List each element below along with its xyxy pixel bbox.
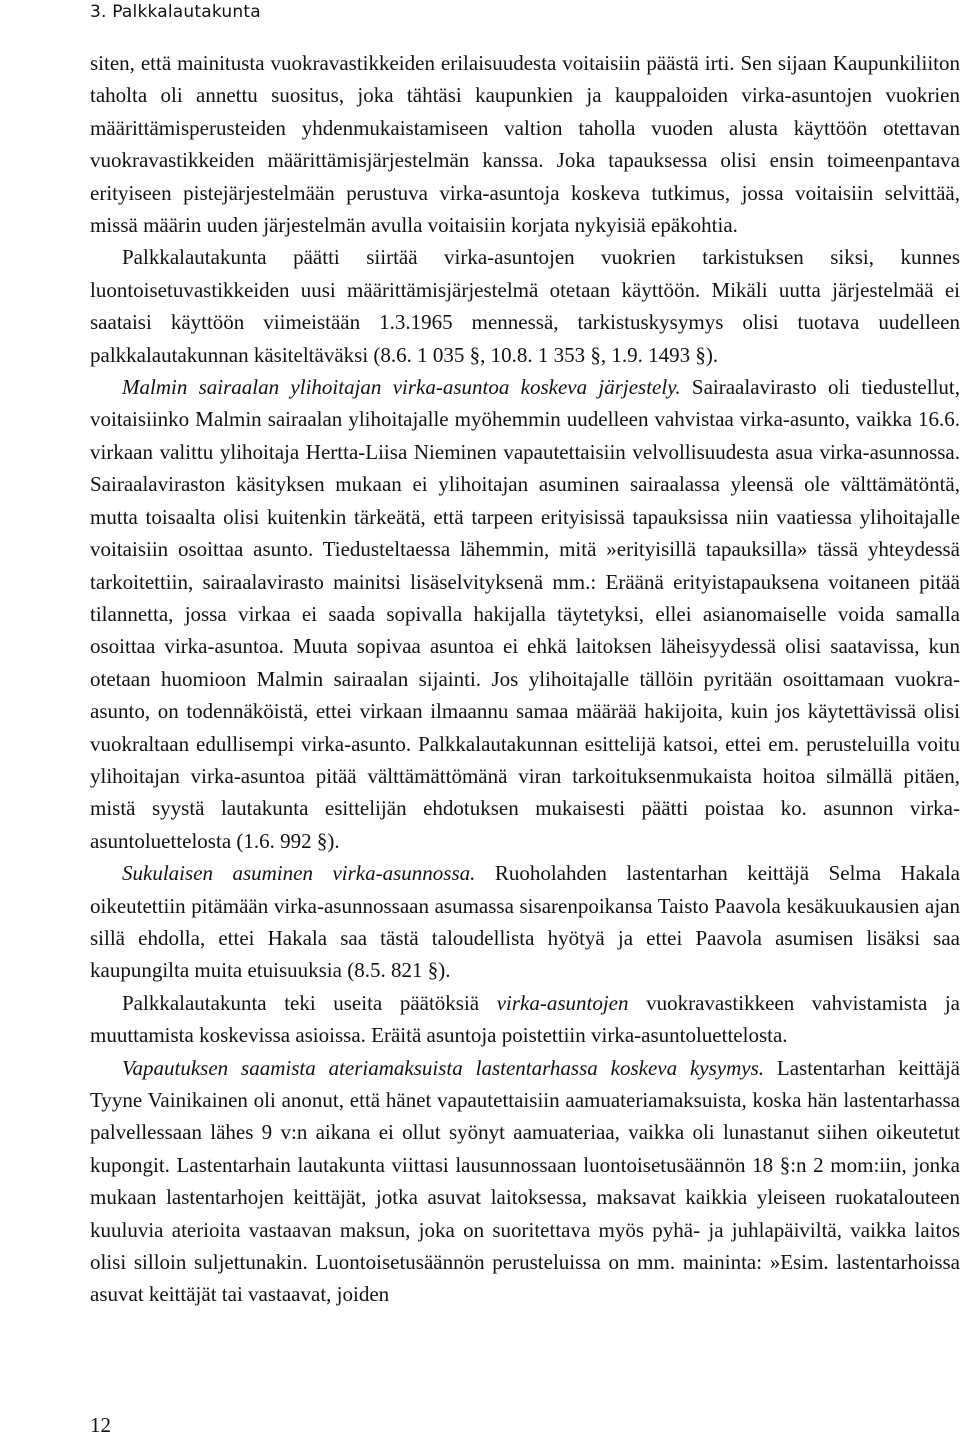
paragraph-2: Palkkalautakunta päätti siirtää virka-asuntojen vuokrien tarkistuksen siksi, kunnes luontoisetuvastikkeiden uusi määrittämisjärjestelmä otetaan käyttöön. Mikäli uutta järjestelmää ei saataisi käyttöön viimeistään 1.3.1965 mennessä, tarkistuskysymys olisi tuotava uudelleen palkkalautakunnan käsiteltäväksi (8.6. 1 035 §, 10.8. 1 353 §, 1.9. 1493 §). [90,245,960,367]
paragraph-6 [90,1052,960,1311]
paragraph-1: siten, että mainitusta vuokravastikkeiden erilaisuudesta voitaisiin päästä irti. Sen sijaan Kaupunkiliiton taholta oli annettu suositus, joka tähtäsi kaupunkien ja kauppaloiden virka-asuntojen vuokrien määrittämisperusteiden yhdenmukaistamiseen valtion taholla vuoden alusta käyttöön otettavan vuokravastikkeiden määrittämisjärjestelmän kanssa. Joka tapauksessa olisi ensin toimeenpantava erityiseen pistejärjestelmään perustuva virka-asuntoja koskeva tutkimus, jossa voitaisiin selvittää, missä määrin uuden järjestelmän avulla voitaisiin korjata nykyisiä epäkohtia. [90,51,960,238]
paragraph-5 [90,987,960,1052]
paragraph-5-post: vuokravastikkeen vahvistamista ja muuttamista koskevissa asioissa. Eräitä asuntoja poistettiin virka-asuntoluettelosta. [90,990,960,1048]
paragraph-4-text: Ruoholahden lastentarhan keittäjä Selma Hakala oikeutettiin pitämään virka-asunnossaan asumassa sisarenpoikansa Taisto Paavola kesäkuukausien ajan sillä ehdolla, ettei Hakala saa tästä taloudellista hyötyä ja ettei Paavola asumisen lisäksi saa kaupungilta muita etuisuuksia (8.5. 821 §). [90,861,960,983]
section-title-vapautuksen: Vapautuksen saamista ateriamaksuista lastentarhassa koskeva kysymys. [122,1055,764,1080]
body-text [90,47,960,1311]
paragraph-5-pre: Palkkalautakunta teki useita päätöksiä [122,990,497,1015]
paragraph-3-text: Sairaalavirasto oli tiedustellut, voitaisiinko Malmin sairaalan ylihoitajalle myöhemmin uudelleen vahvistaa virka-asunto, vaikka 16.6. virkaan valittu ylihoitaja Hertta-Liisa Nieminen vapautettaisiin velvollisuudesta asua virka-asunnossa. Sairaalaviraston käsityksen mukaan ei ylihoitajan asuminen sairaalassa yleensä ole välttämätöntä, mutta toisaalta olisi kuitenkin tärkeätä, että tarpeen erityisissä tapauksissa niin vaatiessa ylihoitajalle voitaisiin osoittaa asunto. Tiedusteltaessa lähemmin, mitä »erityisillä tapauksilla» tässä yhteydessä tarkoitettiin, sairaalavirasto mainitsi lisäselvityksenä mm.: Eräänä erityistapauksena voitaneen pitää tilannetta, jossa virkaa ei saada sopivalla hakijalla täytetyksi, ellei asianomaiselle voida samalla osoittaa virka-asuntoa. Muuta sopivaa asuntoa ei ehkä laitoksen läheisyydessä olisi saatavissa, kun otetaan huomioon Malmin sairaalan sijainti. Jos ylihoitajalle tällöin pyritään osoittamaan vuokra-asunto, on todennäköistä, ettei virkaan ilmaannu samaa määrää hakijoita, kuin jos käytettävissä olisi vuokraltaan edullisempi virka-asunto. Palkkalautakunnan esittelijä katsoi, ettei em. perusteluilla voitu ylihoitajan virka-asuntoa pitää välttämättömänä viran tarkoituksenmukaista hoitoa silmällä pitäen, mistä syystä lautakunta esittelijän ehdotuksen mukaisesti päätti poistaa ko. asunnon virka-asuntoluettelosta (1.6. 992 §). [90,375,960,853]
paragraph-3 [90,371,960,857]
section-title-sukulaisen: Sukulaisen asuminen virka-asunnossa. [122,861,476,886]
running-head: 3. Palkkalautakunta [90,2,261,22]
page-number: 12 [90,1413,111,1437]
section-title-malmin: Malmin sairaalan ylihoitajan virka-asuntoa koskeva järjestely. [122,375,681,400]
paragraph-4 [90,857,960,987]
paragraph-5-emphasis: virka-asuntojen [496,990,629,1015]
paragraph-6-text: Lastentarhan keittäjä Tyyne Vainikainen oli anonut, että hänet vapautettaisiin aamuateriamaksuista, koska hän lastentarhassa palvellessaan lähes 9 v:n aikana ei ollut syönyt aamuateriaa, vaikka oli lunastanut siihen oikeutetut kupongit. Lastentarhain lautakunta viittasi lausunnossaan luontoisetusäännön 18 §:n 2 mom:iin, jonka mukaan lastentarhojen keittäjät, jotka asuvat laitoksessa, maksavat kaikkia yleiseen ruokatalouteen kuuluvia aterioita vastaavan maksun, joka on suoritettava myös pyhä- ja juhlapäiviltä, vaikka laitos olisi silloin suljettunakin. Luontoisetusäännön perusteluissa on mm. maininta: »Esim. lastentarhoissa asuvat keittäjät tai vastaavat, joiden [90,1055,960,1307]
